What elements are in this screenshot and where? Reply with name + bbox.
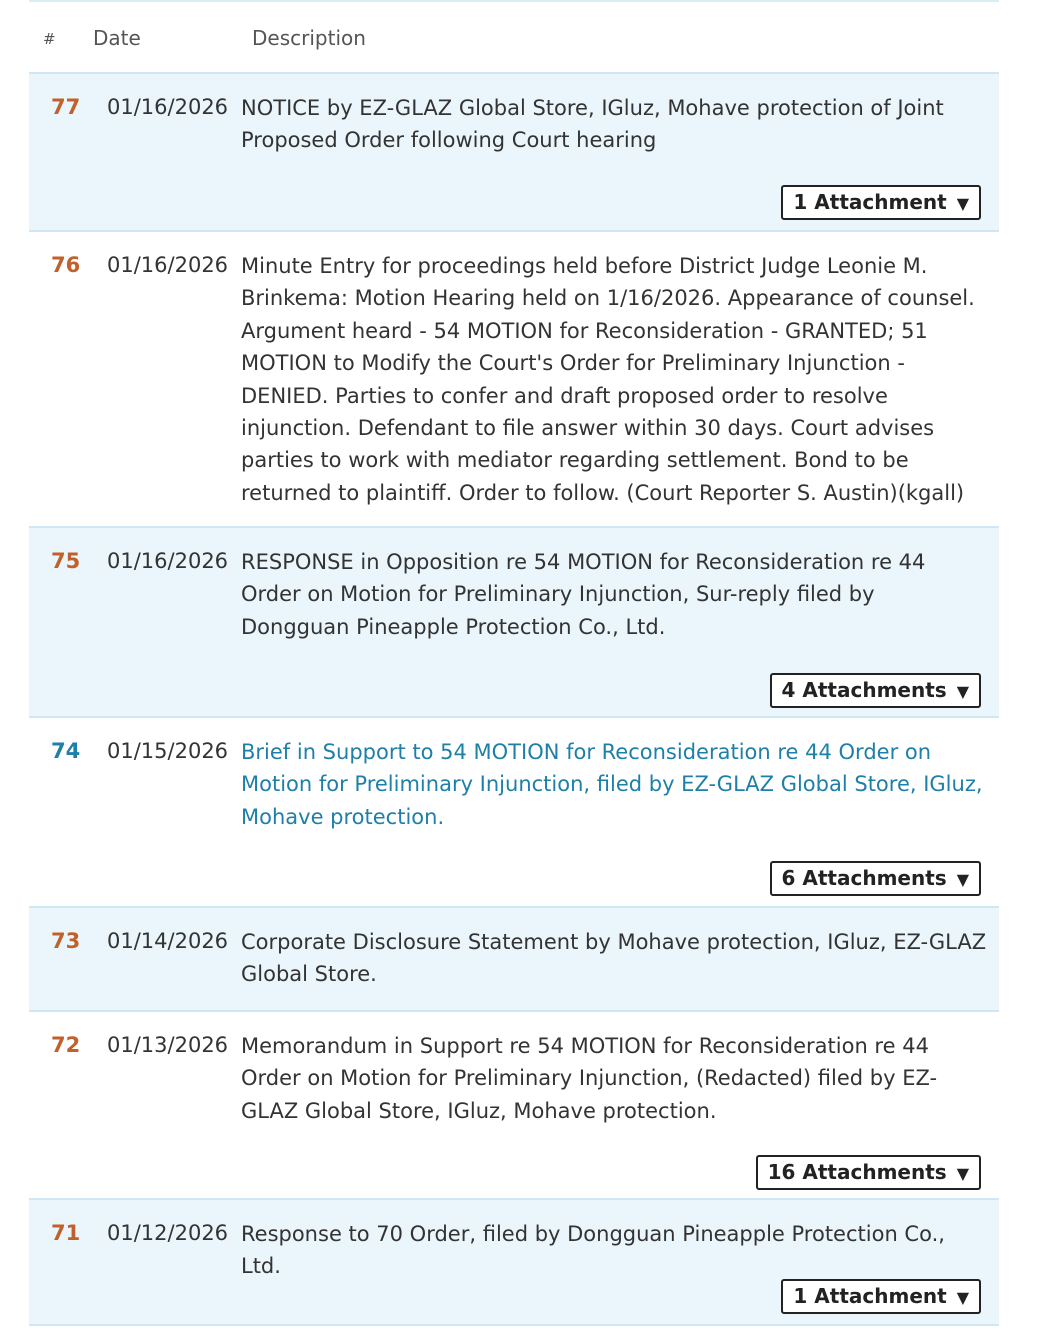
attachments-label: 1 Attachment xyxy=(793,190,947,214)
caret-down-icon: ▼ xyxy=(956,682,969,701)
caret-down-icon: ▼ xyxy=(956,870,969,889)
attachments-button[interactable] xyxy=(770,673,982,708)
docket-entry-72 xyxy=(29,1012,999,1200)
entry-number: 74 xyxy=(51,739,81,763)
table-header xyxy=(29,2,999,74)
entry-description-link[interactable]: Brief in Support to 54 MOTION for Reconsideration re 44 Order on Motion for Preliminary Injunction, filed by EZ-GLAZ Global Store, IGluz, Mohave protection. xyxy=(241,740,983,829)
attachments-button[interactable] xyxy=(781,1279,981,1314)
docket-table xyxy=(29,0,999,1326)
attachments-label: 6 Attachments xyxy=(781,866,947,890)
docket-entry-74 xyxy=(29,718,999,908)
caret-down-icon: ▼ xyxy=(956,194,969,213)
attachments-button[interactable] xyxy=(770,861,982,896)
header-description: Description xyxy=(252,26,366,50)
entry-number: 72 xyxy=(51,1033,81,1057)
entry-number: 75 xyxy=(51,549,81,573)
entry-number: 73 xyxy=(51,929,81,953)
docket-entry-76 xyxy=(29,232,999,528)
attachments-button[interactable] xyxy=(756,1155,981,1190)
entry-date: 01/12/2026 xyxy=(107,1221,229,1245)
entry-date: 01/16/2026 xyxy=(107,95,229,119)
entry-date: 01/15/2026 xyxy=(107,739,229,763)
header-date: Date xyxy=(93,26,141,50)
docket-entry-77 xyxy=(29,74,999,232)
header-number: # xyxy=(43,30,56,48)
entry-date: 01/14/2026 xyxy=(107,929,229,953)
entry-date: 01/16/2026 xyxy=(107,253,229,277)
entry-date: 01/13/2026 xyxy=(107,1033,229,1057)
docket-entry-71 xyxy=(29,1200,999,1326)
entry-description: Minute Entry for proceedings held before District Judge Leonie M. Brinkema: Motion Hearing held on 1/16/2026. Appearance of counsel. Argument heard - 54 MOTION for Reconsideration - GRANTED; 51 MOTION to Modify the Court's Order for Preliminary Injunction - DENIED. Parties to confer and draft proposed order to resolve injunction. Defendant to file answer within 30 days. Court advises parties to work with mediator regarding settlement. Bond to be returned to plaintiff. Order to follow. (Court Reporter S. Austin)(kgall) xyxy=(241,254,975,505)
attachments-label: 4 Attachments xyxy=(781,678,947,702)
attachments-label: 1 Attachment xyxy=(793,1284,947,1308)
entry-description: RESPONSE in Opposition re 54 MOTION for Reconsideration re 44 Order on Motion for Preliminary Injunction, Sur-reply filed by Dongguan Pineapple Protection Co., Ltd. xyxy=(241,550,926,639)
entry-description: Memorandum in Support re 54 MOTION for Reconsideration re 44 Order on Motion for Preliminary Injunction, (Redacted) filed by EZ-GLAZ Global Store, IGluz, Mohave protection. xyxy=(241,1034,938,1123)
entry-description: Corporate Disclosure Statement by Mohave protection, IGluz, EZ-GLAZ Global Store. xyxy=(241,930,987,987)
attachments-label: 16 Attachments xyxy=(767,1160,947,1184)
entry-number: 76 xyxy=(51,253,81,277)
entry-description: NOTICE by EZ-GLAZ Global Store, IGluz, Mohave protection of Joint Proposed Order following Court hearing xyxy=(241,96,944,153)
entry-date: 01/16/2026 xyxy=(107,549,229,573)
entry-number: 71 xyxy=(51,1221,81,1245)
caret-down-icon: ▼ xyxy=(956,1164,969,1183)
docket-entry-75 xyxy=(29,528,999,718)
attachments-button[interactable] xyxy=(781,185,981,220)
caret-down-icon: ▼ xyxy=(956,1288,969,1307)
entry-number: 77 xyxy=(51,95,81,119)
entry-description: Response to 70 Order, filed by Dongguan Pineapple Protection Co., Ltd. xyxy=(241,1222,945,1279)
docket-entry-73 xyxy=(29,908,999,1012)
